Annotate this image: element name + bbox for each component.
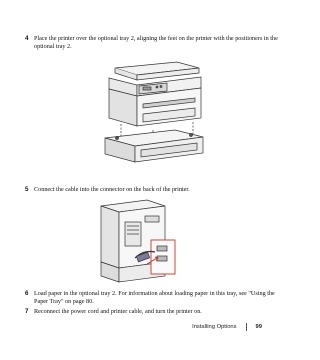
printer-on-tray-illustration	[95, 58, 215, 170]
step-7	[25, 308, 286, 316]
step-text: Place the printer over the optional tray 2, aligning the feet on the printer with the positioners in the optional tray 2.	[34, 35, 278, 51]
footer-section-title: Installing Options	[192, 324, 237, 330]
footer-divider	[246, 323, 247, 331]
page-footer	[192, 323, 262, 331]
step-number: 6	[25, 290, 29, 297]
step-text: Connect the cable into the connector on the back of the printer.	[34, 186, 190, 193]
step-4	[25, 35, 286, 51]
step-5	[25, 186, 286, 194]
step-text: Load paper in the optional tray 2. For information about loading paper in this tray, see "Using the Paper Tray" on page 80.	[34, 290, 275, 306]
step-number: 5	[25, 186, 29, 193]
step-6	[25, 290, 286, 306]
page-number: 99	[255, 324, 262, 330]
cable-connection-illustration	[95, 198, 195, 286]
step-number: 7	[25, 308, 29, 315]
step-number: 4	[25, 35, 29, 42]
step-text: Reconnect the power cord and printer cable, and turn the printer on.	[34, 308, 202, 315]
